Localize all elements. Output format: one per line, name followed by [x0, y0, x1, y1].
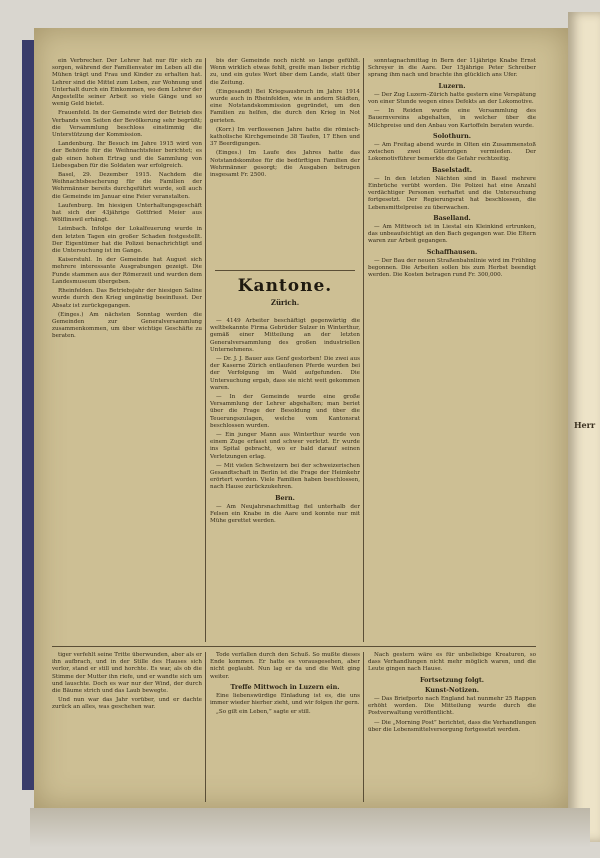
article-paragraph: — Am Freitag abend wurde in Olten ein Zusammenstoß zwischen zwei Güterzügen vermieden. Der Lokomotivführer bemerkte die Gefahr rechtzeitig.: [368, 142, 536, 163]
feuilleton-column-2: [210, 652, 360, 802]
article-paragraph: Leimbach. Infolge der Lokalfeuerung wurde in den letzten Tagen ein großer Schaden festgestellt. Der Eigentümer hat die Polizei benachrichtigt und die Untersuchung ist im Gange.: [52, 226, 202, 255]
news-column-3: [368, 58, 536, 642]
article-paragraph: (Eingesandt) Bei Kriegsausbruch im Jahre 1914 wurde auch in Rheinfelden, wie in andern Städten, eine Notstandskommission gegründet, um den Familien zu helfen, die durch den Krieg in Not gerieten.: [210, 88, 360, 124]
section-heading-bern: Bern.: [275, 493, 295, 502]
article-paragraph: — Am Neujahrsnachmittag fiel unterhalb der Felsen ein Knabe in die Aare und konnte nur mit Mühe gerettet werden.: [210, 503, 360, 525]
article-paragraph: — Der Bau der neuen Straßenbahnlinie wird im Frühling begonnen. Die Arbeiten sollen bis zum Herbst beendigt werden. Die Kosten betragen rund Fr. 300,000.: [368, 257, 536, 279]
article-paragraph: (Einges.) Im Laufe des Jahres hatte das Notstandskomitee für die bedürftigen Familien der Wehrmänner gesorgt; die Ausgaben betrugen insgesamt Fr. 2500.: [210, 150, 360, 179]
heading-rule: [215, 270, 355, 271]
feuilleton-paragraph: Nach gestern wäre es für unbeliebige Kreaturen, so dass Verhandlungen nicht mehr möglich waren, und die Leute gingen nach Hause.: [368, 652, 536, 673]
section-heading-kantone: [215, 270, 355, 307]
column-rule: [363, 58, 364, 642]
article-paragraph: — In der Gemeinde wurde eine große Versammlung der Lehrer abgehalten; man beriet über die Frage der Besoldung und über die Teuerungszulagen, welche vom Kantonsrat beschlossen wurden.: [210, 394, 360, 429]
article-paragraph: Rheinfelden. Das Betriebsjahr der hiesigen Saline wurde durch den Krieg ungünstig beeinflusst. Der Absatz ist zurückgegangen.: [52, 288, 202, 309]
feuilleton-paragraph: Eine liebenswürdige Einladung ist es, die uns immer wieder hierher zieht, und wir folgen ihr gern.: [210, 693, 360, 707]
adjacent-page: [568, 12, 600, 842]
article-paragraph: — Der Zug Luzern–Zürich hatte gestern eine Verspätung von einer Stunde wegen eines Defekts an der Lokomotive.: [368, 91, 536, 106]
article-paragraph: — In Reiden wurde eine Versammlung des Bauernvereins abgehalten, in welcher über die Milchpreise und den Anbau von Kartoffeln beraten wurde.: [368, 108, 536, 129]
article-paragraph: ein Verbrecher. Der Lehrer hat nur für sich zu sorgen, während der Familienvater im Leben all die Mühen trägt und Frau und Kinder zu erhalten hat. Lehrer sind die Mittel zum Leben, zur Wohnung und Unterhalt durch ein Einkommen, wo dem Lehrer der Angestellte seiner Arbeit so viele Gänge und so wenig Geld bietet.: [52, 58, 202, 108]
adjacent-page-fragment: Herr: [574, 420, 596, 430]
feuilleton-column-3: [368, 652, 536, 802]
article-paragraph: Frauenfeld. In der Gemeinde wird der Betrieb des Verbands von Seiten der Bevölkerung sehr begrüßt; die Versammlung beschloss einstimmig die Unterstützung der Kommission.: [52, 110, 202, 139]
article-paragraph: — Ein junger Mann aus Winterthur wurde von einem Zuge erfasst und schwer verletzt. Er wurde ins Spital gebracht, wo er bald darauf seinen Verletzungen erlag.: [210, 432, 360, 460]
news-column-1: [52, 58, 202, 642]
article-paragraph: (Korr.) Im verflossenen Jahre hatte die römisch-katholische Kirchgemeinde 38 Taufen, 17 Ehen und 37 Beerdigungen.: [210, 126, 360, 148]
article-paragraph: — Mit vielen Schweizern bei der schweizerischen Gesandtschaft in Berlin ist die Frage der Heimkehr erörtert worden. Viele Familien haben beschlossen, nach Hause zurückzukehren.: [210, 462, 360, 491]
article-paragraph: — In den letzten Nächten sind in Basel mehrere Einbrüche verübt worden. Die Polizei hat eine Anzahl verdächtiger Personen verhaftet und die Untersuchung fortgesetzt. Der Regierungsrat hat beschlossen, die Lebensmittelpreise zu überwachen.: [368, 175, 536, 211]
feuilleton-paragraph: Und nun war das Jahr vorüber, und er dachte zurück an alles, was geschehen war.: [52, 697, 202, 711]
feuilleton-rule: [52, 646, 536, 647]
article-paragraph: Kaiserstuhl. In der Gemeinde hat August sich mehrere interessante Ausgrabungen gezeigt. Die Funde stammen aus der Römerzeit und wurden dem Landesmuseum übergeben.: [52, 257, 202, 285]
article-paragraph: — Dr. J. J. Bauer aus Genf gestorben! Die zwei aus der Kaserne Zürich entlaufenen Pferde wurden bei der Verfolgung im Wald aufgefunden. Die Untersuchung ergab, dass sie nicht weit gekommen waren.: [210, 356, 360, 391]
feuilleton-paragraph: „So gilt ein Leben,” sagte er still.: [216, 709, 311, 716]
section-heading-baselland: Baselland.: [433, 213, 471, 222]
column-rule: [363, 652, 364, 802]
book-bottom-edge: [30, 808, 590, 848]
section-subtitle: Zürich.: [270, 298, 300, 307]
feuilleton-paragraph: tiger verfehlt seine Tritte überwunden, aber als er ihn aufbrach, und in der Stille des Hauses sich verlor, stand er still und horchte. Es war, als ob die Stimme der Mutter ihn riefe, und er wandte sich um und lauschte. Doch es war nur der Wind, der durch die Bäume strich und das Laub bewegte.: [52, 652, 202, 695]
section-title: Kantone.: [237, 276, 333, 296]
article-paragraph: Landenburg. Ihr Besuch im Jahre 1915 wird von der Behörde für die Weihnachtsfeier berichtet; es gab einen hohen Ertrag und die Sammlung von Liebesgaben für die Soldaten war erfolgreich.: [52, 141, 202, 169]
section-heading-kunst-notizen: Kunst-Notizen.: [425, 685, 479, 694]
section-heading-schaffhausen: Schaffhausen.: [426, 247, 478, 256]
article-paragraph: bis der Gemeinde noch nicht so lange gefühlt. Wenn wirklich etwas fehlt, greife man lieber richtig zu, und ein gutes Wort über dem Lande, statt über die Zeitung.: [210, 58, 360, 86]
article-paragraph: — Das Briefporto nach England hat nunmehr 25 Rappen erhöht worden. Die Mitteilung wurde durch die Postverwaltung veröffentlicht.: [368, 696, 536, 717]
column-rule: [205, 652, 206, 802]
article-paragraph: — Die „Morning Post” berichtet, dass die Verhandlungen über die Lebensmittelversorgung fortgesetzt werden.: [368, 719, 536, 733]
section-heading-solothurn: Solothurn.: [432, 131, 472, 140]
news-column-2-zurich: [210, 318, 360, 644]
section-heading-baselstadt: Baselstadt.: [432, 165, 472, 174]
continuation-note: Fortsetzung folgt.: [419, 675, 485, 684]
article-paragraph: — 4149 Arbeiter beschäftigt gegenwärtig die weltbekannte Firma Gebrüder Sulzer in Winterthur, gemäß einer Mitteilung an der letzten Generalversammlung des großen industriellen Unternehmens.: [210, 318, 360, 353]
news-column-2: [210, 58, 360, 270]
article-paragraph: sonntagnachmittag in Bern der 11jährige Knabe Ernst Schreyer in die Aare. Der 15jährige Peter Schreiber sprang ihm nach und brachte ihn glücklich ans Ufer.: [368, 58, 536, 79]
feuilleton-line: Treffe Mittwoch in Luzern ein.: [230, 682, 340, 691]
feuilleton-paragraph: Tode verfallen durch den Schuß. So mußte dieses Ende kommen. Er hatte es vorausgesehen, aber nicht geglaubt. Nun lag er da und die Welt ging weiter.: [210, 652, 360, 680]
feuilleton-column-1: [52, 652, 202, 802]
article-paragraph: (Einges.) Am nächsten Sonntag werden die Gemeinden zur Generalversammlung zusammenkommen, um über wichtige Geschäfte zu beraten.: [52, 311, 202, 340]
section-heading-luzern: Luzern.: [438, 81, 466, 90]
article-paragraph: Basel, 29. Dezember 1915. Nachdem die Weihnachtsbescherung für die Familien der Wehrmänner bereits durchgeführt wurde, soll auch die Gemeinde im Januar eine Feier veranstalten.: [52, 172, 202, 200]
article-paragraph: Laufenburg. Im hiesigen Unterhaltungsgeschäft hat sich der 43jährige Gottfried Meier aus Wölflinswil erhängt.: [52, 202, 202, 224]
article-paragraph: — Am Mittwoch ist in Liestal ein Kleinkind ertrunken, das unbeaufsichtigt an den Bach gegangen war. Die Eltern waren zur Arbeit gegangen.: [368, 224, 536, 245]
column-rule: [205, 58, 206, 642]
